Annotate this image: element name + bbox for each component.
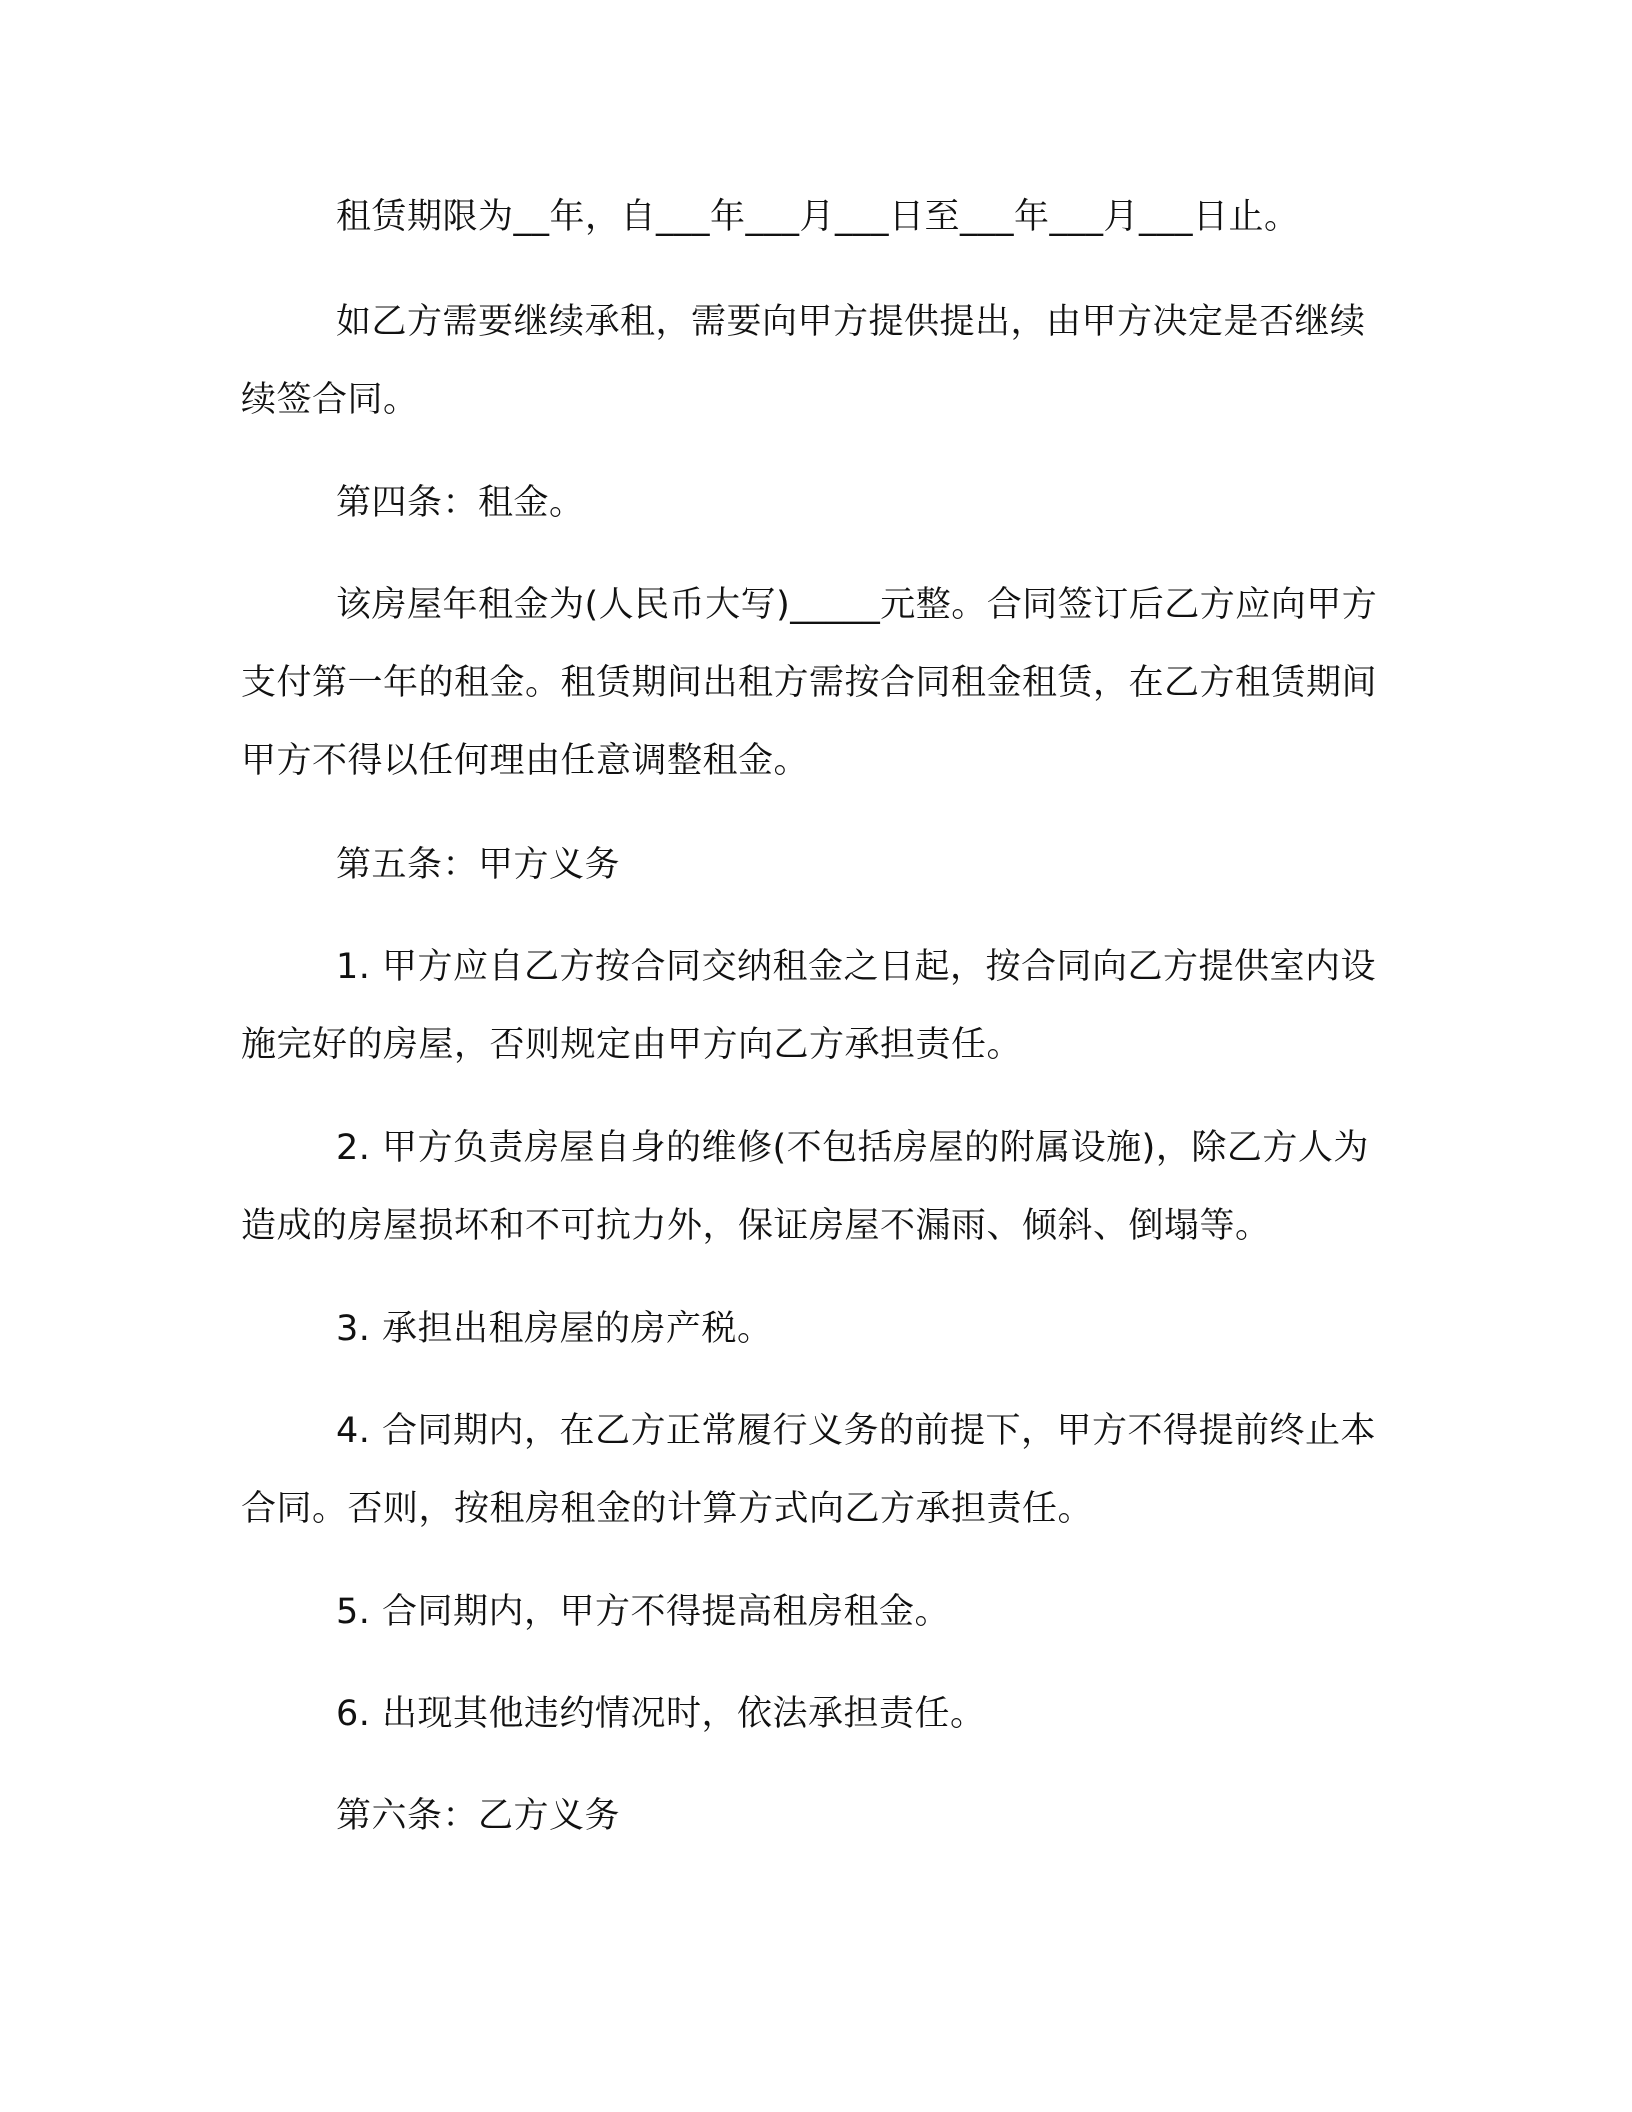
lessor-duty-item-1: 1. 甲方应自乙方按合同交纳租金之日起，按合同向乙方提供室内设施完好的房屋，否则规定由甲方向乙方承担责任。 [241,947,1377,1065]
article-six-heading: 第六条：乙方义务 [336,1796,621,1836]
lease-term-paragraph: 租赁期限为__年，自___年___月___日至___年___月___日止。 [336,197,1300,237]
article-five-heading: 第五条：甲方义务 [336,845,621,885]
article-four-heading: 第四条：租金。 [336,483,585,523]
renewal-paragraph: 如乙方需要继续承租，需要向甲方提供提出，由甲方决定是否继续续签合同。 [241,302,1366,420]
lessor-duty-item-6: 6. 出现其他违约情况时，依法承担责任。 [336,1694,986,1734]
lessor-duty-item-3: 3. 承担出租房屋的房产税。 [336,1309,773,1349]
lessor-duty-item-4: 4. 合同期内，在乙方正常履行义务的前提下，甲方不得提前终止本合同。否则，按租房租金的计算方式向乙方承担责任。 [241,1411,1377,1529]
lessor-duty-item-5: 5. 合同期内，甲方不得提高租房租金。 [336,1592,951,1632]
lessor-duty-item-2: 2. 甲方负责房屋自身的维修(不包括房屋的附属设施)，除乙方人为造成的房屋损坏和不可抗力外，保证房屋不漏雨、倾斜、倒塌等。 [241,1128,1369,1246]
rent-paragraph: 该房屋年租金为(人民币大写)_____元整。合同签订后乙方应向甲方支付第一年的租金。租赁期间出租方需按合同租金租赁，在乙方租赁期间甲方不得以任何理由任意调整租金。 [241,585,1378,781]
